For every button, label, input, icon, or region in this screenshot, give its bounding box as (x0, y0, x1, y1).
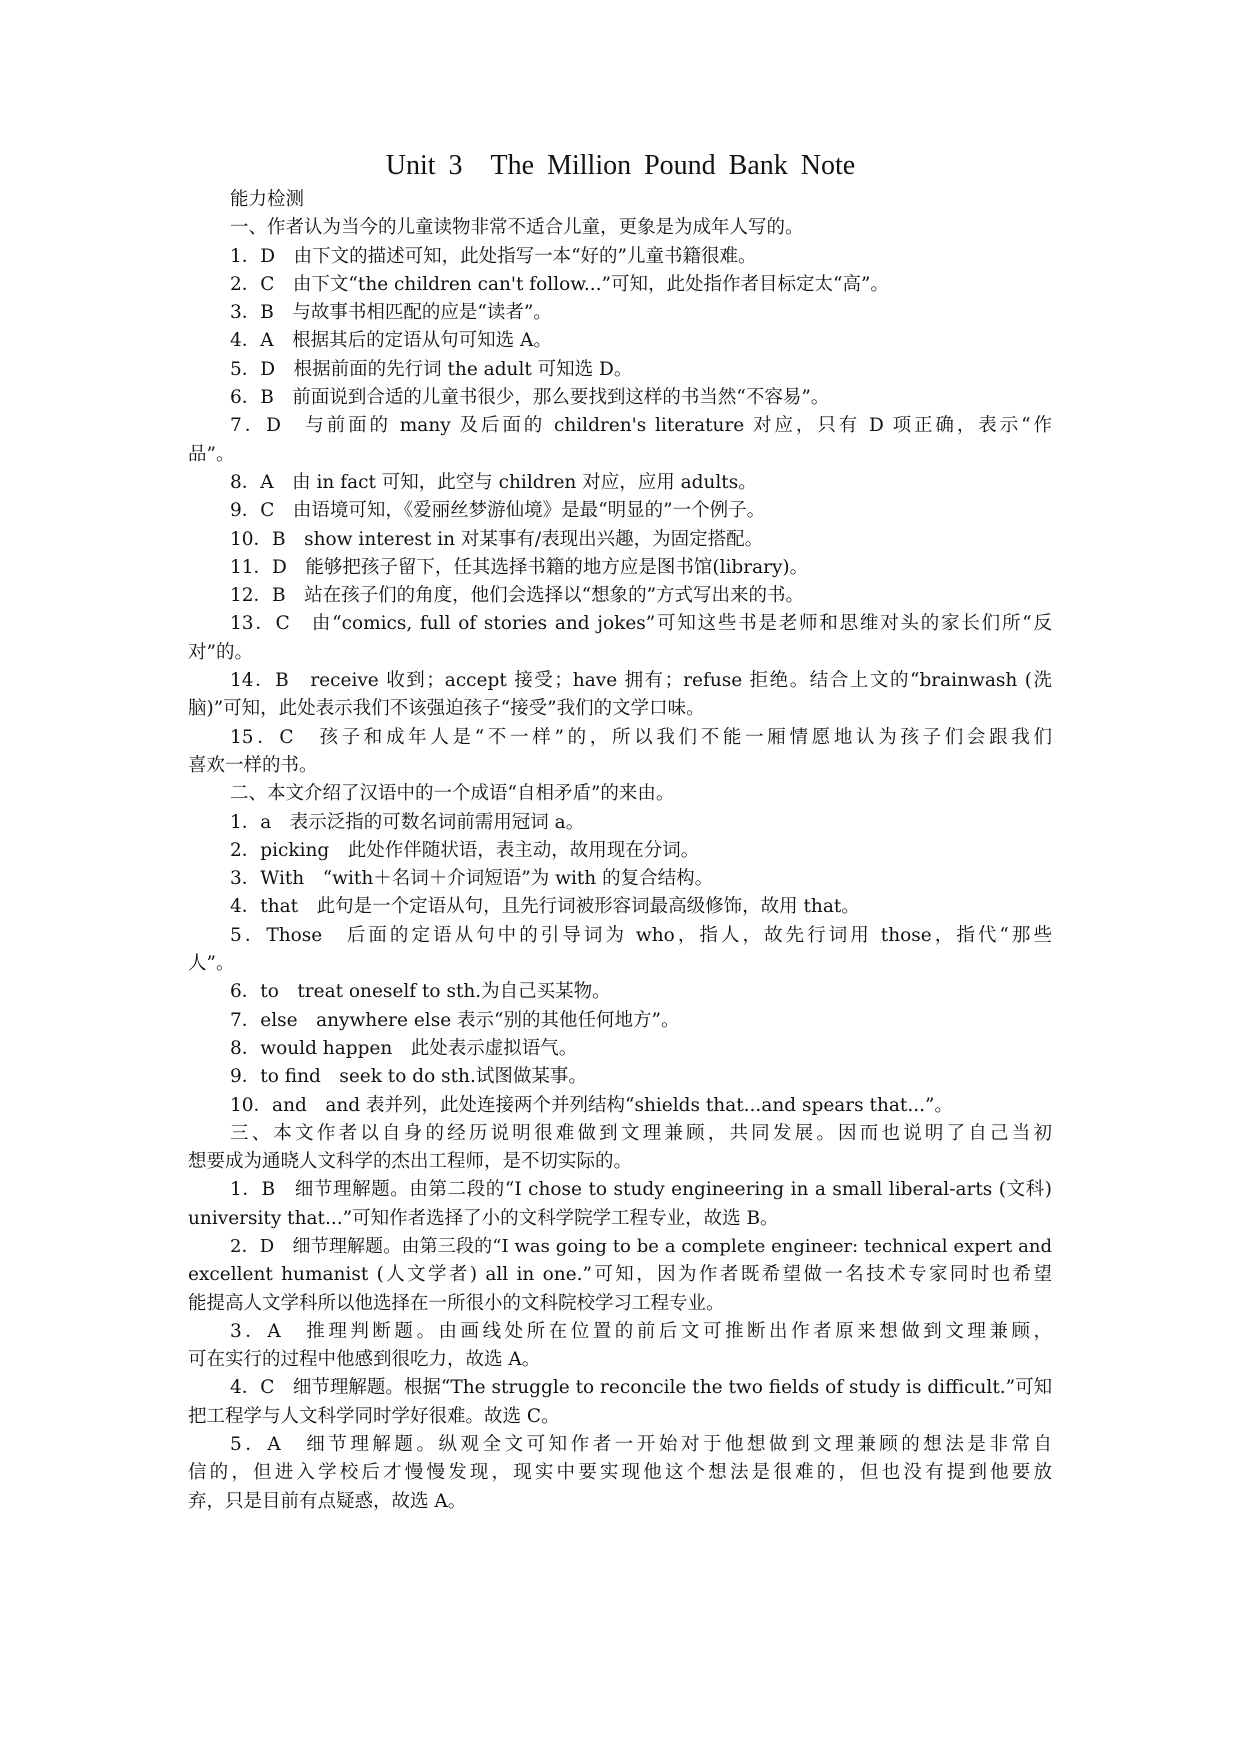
text-line: 能提高人文学科所以他选择在一所很小的文科院校学习工程专业。 (188, 1292, 725, 1314)
text-line: 2．picking 此处作伴随状语，表主动，故用现在分词。 (230, 839, 700, 861)
text-line: 7．D 与前面的 many 及后面的 children's literature 对应，只有 D 项正确，表示“作 (230, 415, 1052, 437)
text-line: 把工程学与人文科学同时学好很难。故选 C。 (188, 1405, 560, 1427)
text-line: 3．A 推理判断题。由画线处所在位置的前后文可推断出作者原来想做到文理兼顾， (230, 1320, 1052, 1342)
text-line: 3．B 与故事书相匹配的应是“读者”。 (230, 302, 552, 324)
text-line: 4．that 此句是一个定语从句，且先行词被形容词最高级修饰，故用 that。 (230, 896, 860, 918)
text-line: 14．B receive 收到；accept 接受；have 拥有；refuse 拒绝。结合上文的“brainwash (洗 (230, 670, 1052, 692)
text-line: 能力检测 (230, 189, 305, 210)
text-line: 4．A 根据其后的定语从句可知选 A。 (230, 330, 552, 352)
document-title: Unit 3 The Million Pound Bank Note (385, 150, 856, 181)
text-line: 想要成为通晓人文科学的杰出工程师，是不切实际的。 (188, 1151, 633, 1173)
text-line: 6．to treat oneself to sth.为自己买某物。 (230, 981, 611, 1003)
text-line: 脑)”可知，此处表示我们不该强迫孩子“接受”我们的文学口味。 (188, 698, 705, 720)
text-line: 喜欢一样的书。 (188, 754, 318, 776)
text-line: 9．C 由语境可知，《爱丽丝梦游仙境》是最“明显的”一个例子。 (230, 500, 766, 522)
text-line: 5．D 根据前面的先行词 the adult 可知选 D。 (230, 358, 633, 380)
text-line: 一、作者认为当今的儿童读物非常不适合儿童，更象是为成年人写的。 (230, 217, 804, 239)
answer-body (188, 186, 1052, 1516)
text-line: 1．a 表示泛指的可数名词前需用冠词 a。 (230, 811, 585, 833)
text-line: 4．C 细节理解题。根据“The struggle to reconcile the two fields of study is difficult.”可知 (230, 1377, 1053, 1399)
text-line: 5．Those 后面的定语从句中的引导词为 who，指人，故先行词用 those，指代“那些 (230, 924, 1052, 946)
text-line: 三、本文作者以自身的经历说明很难做到文理兼顾，共同发展。因而也说明了自己当初 (230, 1122, 1052, 1144)
text-line: 10．and and 表并列，此处连接两个并列结构“shields that...and spears that...”。 (230, 1094, 953, 1116)
text-line: 6．B 前面说到合适的儿童书很少，那么要找到这样的书当然“不容易”。 (230, 387, 830, 409)
text-line: 8．would happen 此处表示虚拟语气。 (230, 1037, 578, 1059)
text-line: 11．D 能够把孩子留下，任其选择书籍的地方应是图书馆(library)。 (230, 556, 809, 578)
text-line: 弃，只是目前有点疑惑，故选 A。 (188, 1490, 467, 1512)
text-line: 品”。 (188, 443, 235, 465)
text-line: 信的，但进入学校后才慢慢发现，现实中要实现他这个想法是很难的，但也没有提到他要放 (188, 1462, 1052, 1484)
text-line: 15．C 孩子和成年人是“不一样”的，所以我们不能一厢情愿地认为孩子们会跟我们 (230, 726, 1052, 748)
text-line: 可在实行的过程中他感到很吃力，故选 A。 (188, 1349, 541, 1371)
text-line: 13．C 由“comics, full of stories and jokes”可知这些书是老师和思维对头的家长们所“反 (230, 613, 1052, 635)
text-line: 9．to find seek to do sth.试图做某事。 (230, 1066, 587, 1088)
text-line: excellent humanist (人文学者) all in one.”可知，因为作者既希望做一名技术专家同时也希望 (188, 1264, 1052, 1286)
text-line: 2．D 细节理解题。由第三段的“I was going to be a complete engineer: technical expert and (230, 1235, 1052, 1257)
text-line: 5．A 细节理解题。纵观全文可知作者一开始对于他想做到文理兼顾的想法是非常自 (230, 1434, 1052, 1456)
text-line: 3．With “with＋名词＋介词短语”为 with 的复合结构。 (230, 868, 714, 890)
text-line: 人”。 (188, 953, 235, 975)
text-line: university that...”可知作者选择了小的文科学院学工程专业，故选 B。 (188, 1207, 779, 1229)
text-line: 10．B show interest in 对某事有/表现出兴趣，为固定搭配。 (230, 528, 764, 550)
text-line: 1．D 由下文的描述可知，此处指写一本“好的”儿童书籍很难。 (230, 245, 757, 267)
text-line: 2．C 由下文“the children can't follow...”可知，此处指作者目标定太“高”。 (230, 273, 889, 295)
text-line: 对”的。 (188, 641, 253, 663)
text-line: 1．B 细节理解题。由第二段的“I chose to study engineering in a small liberal-arts (文科) (230, 1179, 1052, 1201)
text-line: 12．B 站在孩子们的角度，他们会选择以“想象的”方式写出来的书。 (230, 585, 805, 607)
text-line: 二、本文介绍了汉语中的一个成语“自相矛盾”的来由。 (230, 783, 675, 805)
text-line: 7．else anywhere else 表示“别的其他任何地方”。 (230, 1009, 680, 1031)
text-line: 8．A 由 in fact 可知，此空与 children 对应，应用 adults。 (230, 471, 757, 493)
